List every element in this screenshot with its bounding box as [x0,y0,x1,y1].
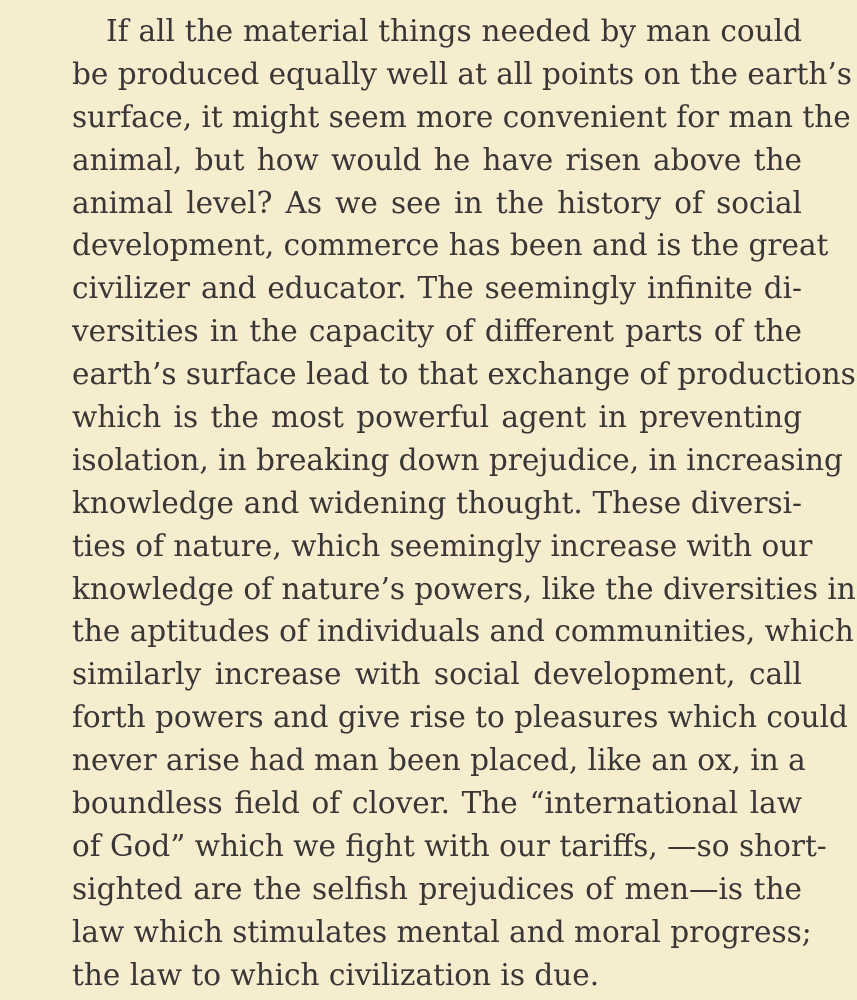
text-line: boundless field of clover. The “international law [72,786,802,821]
text-line: forth powers and give rise to pleasures which could [72,700,848,735]
text-line: earth’s surface lead to that exchange of productions [72,357,856,392]
text-line: civilizer and educator. The seemingly infinite di- [72,271,802,306]
paragraph [72,10,856,996]
text-line: law which stimulates mental and moral progress; [72,914,812,949]
text-line: be produced equally well at all points on the earth’s [72,56,852,91]
text-line: If all the material things needed by man could [106,14,802,48]
text-line: isolation, in breaking down prejudice, in increasing [72,442,843,477]
text-line: similarly increase with social development, call [72,657,802,692]
text-line: versities in the capacity of different parts of the [72,314,802,349]
text-line: development, commerce has been and is the great [72,228,829,263]
text-line: sighted are the selfish prejudices of men—is the [72,871,802,906]
text-line: ties of nature, which seemingly increase with our [72,528,813,563]
text-line: of God” which we fight with our tariffs, —so short- [72,828,827,863]
text-line: which is the most powerful agent in preventing [72,400,802,435]
text-line: animal level? As we see in the history of social [72,185,802,220]
text-line: knowledge and widening thought. These diversi- [72,485,802,520]
text-line: surface, it might seem more convenient for man the [72,99,851,134]
text-line: never arise had man been placed, like an ox, in a [72,743,806,778]
text-line: knowledge of nature’s powers, like the diversities in [72,571,856,606]
text-line: animal, but how would he have risen above the [72,142,802,177]
text-line: the law to which civilization is due. [72,957,600,992]
text-line: the aptitudes of individuals and communities, which [72,614,854,649]
